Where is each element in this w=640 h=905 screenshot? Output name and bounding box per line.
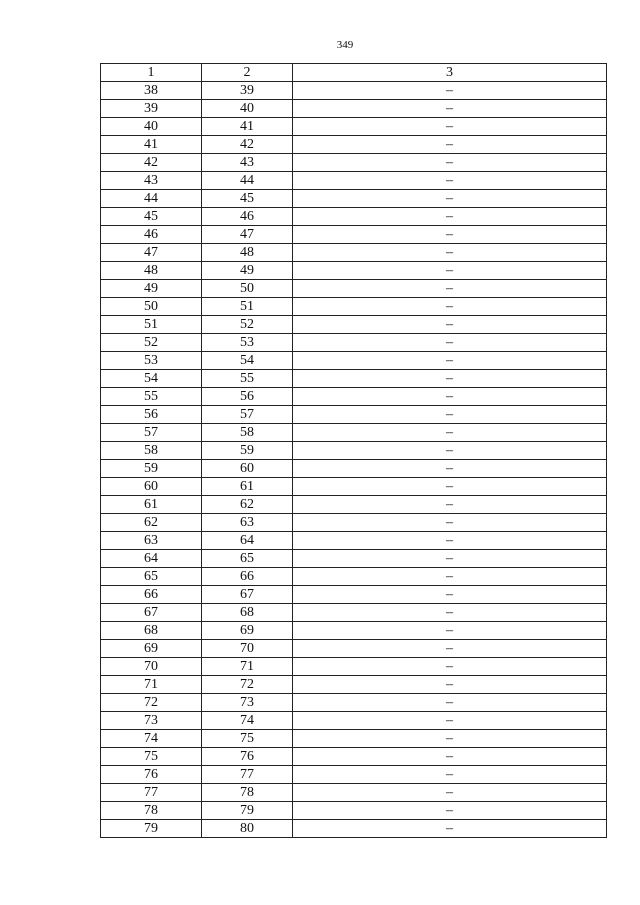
table-cell: 65 bbox=[101, 568, 202, 586]
table-row bbox=[101, 406, 607, 424]
table-row bbox=[101, 100, 607, 118]
table-cell: 56 bbox=[202, 388, 293, 406]
table-cell: – bbox=[293, 442, 607, 460]
table-cell: 64 bbox=[101, 550, 202, 568]
table-row bbox=[101, 622, 607, 640]
table-row bbox=[101, 82, 607, 100]
table-cell: – bbox=[293, 532, 607, 550]
table-cell: 62 bbox=[202, 496, 293, 514]
table-row bbox=[101, 712, 607, 730]
table-cell: 80 bbox=[202, 820, 293, 838]
table-cell: 46 bbox=[101, 226, 202, 244]
table-cell: 63 bbox=[202, 514, 293, 532]
table-cell: – bbox=[293, 712, 607, 730]
table-cell: 75 bbox=[202, 730, 293, 748]
table-row bbox=[101, 640, 607, 658]
column-header: 2 bbox=[202, 64, 293, 82]
table-row bbox=[101, 208, 607, 226]
table-cell: 59 bbox=[101, 460, 202, 478]
table-cell: 68 bbox=[202, 604, 293, 622]
table-cell: 52 bbox=[202, 316, 293, 334]
table-cell: 70 bbox=[202, 640, 293, 658]
table-cell: 46 bbox=[202, 208, 293, 226]
table-cell: 51 bbox=[101, 316, 202, 334]
table-cell: 61 bbox=[101, 496, 202, 514]
table-row bbox=[101, 604, 607, 622]
table-row bbox=[101, 136, 607, 154]
table-row bbox=[101, 496, 607, 514]
column-header: 3 bbox=[293, 64, 607, 82]
table-cell: – bbox=[293, 622, 607, 640]
table-cell: 57 bbox=[202, 406, 293, 424]
table-cell: 69 bbox=[202, 622, 293, 640]
table-cell: 47 bbox=[202, 226, 293, 244]
table-cell: 79 bbox=[101, 820, 202, 838]
table-row bbox=[101, 730, 607, 748]
table-cell: – bbox=[293, 388, 607, 406]
table-cell: 39 bbox=[202, 82, 293, 100]
table-cell: – bbox=[293, 370, 607, 388]
data-table bbox=[100, 63, 607, 838]
table-cell: – bbox=[293, 694, 607, 712]
table-cell: – bbox=[293, 82, 607, 100]
table-row bbox=[101, 352, 607, 370]
table-cell: 48 bbox=[101, 262, 202, 280]
table-cell: – bbox=[293, 766, 607, 784]
table-cell: 76 bbox=[101, 766, 202, 784]
table-cell: 72 bbox=[101, 694, 202, 712]
table-cell: – bbox=[293, 496, 607, 514]
table-row bbox=[101, 784, 607, 802]
table-cell: 61 bbox=[202, 478, 293, 496]
table-cell: 77 bbox=[101, 784, 202, 802]
table-cell: 66 bbox=[101, 586, 202, 604]
table-cell: 58 bbox=[101, 442, 202, 460]
table-cell: 55 bbox=[101, 388, 202, 406]
table-row bbox=[101, 586, 607, 604]
table-cell: 67 bbox=[202, 586, 293, 604]
table-cell: 44 bbox=[202, 172, 293, 190]
table-row bbox=[101, 262, 607, 280]
table-cell: – bbox=[293, 262, 607, 280]
table-cell: 74 bbox=[101, 730, 202, 748]
table-cell: – bbox=[293, 820, 607, 838]
table-cell: – bbox=[293, 190, 607, 208]
table-cell: – bbox=[293, 640, 607, 658]
table-cell: – bbox=[293, 460, 607, 478]
table-row bbox=[101, 514, 607, 532]
table-cell: 58 bbox=[202, 424, 293, 442]
table-cell: 43 bbox=[202, 154, 293, 172]
table-row bbox=[101, 694, 607, 712]
table-cell: 53 bbox=[202, 334, 293, 352]
table-cell: 40 bbox=[202, 100, 293, 118]
table-cell: 48 bbox=[202, 244, 293, 262]
table-row bbox=[101, 442, 607, 460]
table-cell: 57 bbox=[101, 424, 202, 442]
table-header-row bbox=[101, 64, 607, 82]
table-cell: 68 bbox=[101, 622, 202, 640]
table-row bbox=[101, 532, 607, 550]
table-cell: – bbox=[293, 802, 607, 820]
table-row bbox=[101, 118, 607, 136]
table-cell: 73 bbox=[202, 694, 293, 712]
table-cell: 70 bbox=[101, 658, 202, 676]
table-cell: – bbox=[293, 172, 607, 190]
table-row bbox=[101, 172, 607, 190]
table-cell: 72 bbox=[202, 676, 293, 694]
table-cell: – bbox=[293, 118, 607, 136]
table-cell: 60 bbox=[101, 478, 202, 496]
table-cell: 50 bbox=[202, 280, 293, 298]
table-cell: 40 bbox=[101, 118, 202, 136]
table-row bbox=[101, 676, 607, 694]
table-row bbox=[101, 820, 607, 838]
table-row bbox=[101, 568, 607, 586]
table-row bbox=[101, 280, 607, 298]
table-cell: 45 bbox=[101, 208, 202, 226]
table-cell: 71 bbox=[101, 676, 202, 694]
table-row bbox=[101, 244, 607, 262]
table-cell: 65 bbox=[202, 550, 293, 568]
table-cell: 43 bbox=[101, 172, 202, 190]
table-cell: 60 bbox=[202, 460, 293, 478]
table-cell: – bbox=[293, 748, 607, 766]
table-cell: 66 bbox=[202, 568, 293, 586]
table-cell: 64 bbox=[202, 532, 293, 550]
table-cell: – bbox=[293, 352, 607, 370]
table-cell: 54 bbox=[101, 370, 202, 388]
table-cell: 45 bbox=[202, 190, 293, 208]
table-cell: 77 bbox=[202, 766, 293, 784]
table-cell: 54 bbox=[202, 352, 293, 370]
table-cell: – bbox=[293, 316, 607, 334]
table-row bbox=[101, 370, 607, 388]
table-cell: 78 bbox=[202, 784, 293, 802]
column-header: 1 bbox=[101, 64, 202, 82]
table-cell: 55 bbox=[202, 370, 293, 388]
table-cell: 63 bbox=[101, 532, 202, 550]
table-cell: – bbox=[293, 100, 607, 118]
table-row bbox=[101, 802, 607, 820]
table-cell: – bbox=[293, 298, 607, 316]
table-row bbox=[101, 226, 607, 244]
table-cell: 51 bbox=[202, 298, 293, 316]
table-cell: – bbox=[293, 478, 607, 496]
table-cell: – bbox=[293, 334, 607, 352]
table-row bbox=[101, 334, 607, 352]
table-cell: 53 bbox=[101, 352, 202, 370]
table-row bbox=[101, 316, 607, 334]
table-cell: 67 bbox=[101, 604, 202, 622]
table-cell: 38 bbox=[101, 82, 202, 100]
table-cell: – bbox=[293, 514, 607, 532]
table-cell: 79 bbox=[202, 802, 293, 820]
table-body bbox=[101, 82, 607, 838]
table-cell: 49 bbox=[101, 280, 202, 298]
table-cell: 75 bbox=[101, 748, 202, 766]
table-cell: 42 bbox=[202, 136, 293, 154]
table-cell: 49 bbox=[202, 262, 293, 280]
table-cell: 78 bbox=[101, 802, 202, 820]
table-cell: – bbox=[293, 586, 607, 604]
table-cell: 39 bbox=[101, 100, 202, 118]
table-cell: – bbox=[293, 244, 607, 262]
table-cell: – bbox=[293, 784, 607, 802]
table-cell: – bbox=[293, 676, 607, 694]
table-cell: – bbox=[293, 280, 607, 298]
table-cell: 69 bbox=[101, 640, 202, 658]
table-cell: – bbox=[293, 730, 607, 748]
page-number: 349 bbox=[336, 39, 354, 51]
table-cell: 74 bbox=[202, 712, 293, 730]
table-cell: 41 bbox=[101, 136, 202, 154]
table-row bbox=[101, 298, 607, 316]
table-cell: – bbox=[293, 424, 607, 442]
table-cell: – bbox=[293, 136, 607, 154]
table-cell: 59 bbox=[202, 442, 293, 460]
table-cell: – bbox=[293, 226, 607, 244]
table-cell: 73 bbox=[101, 712, 202, 730]
table-cell: 50 bbox=[101, 298, 202, 316]
table-cell: 41 bbox=[202, 118, 293, 136]
table-row bbox=[101, 766, 607, 784]
table-cell: – bbox=[293, 604, 607, 622]
table-cell: 56 bbox=[101, 406, 202, 424]
table-row bbox=[101, 154, 607, 172]
table-cell: 62 bbox=[101, 514, 202, 532]
table-cell: 47 bbox=[101, 244, 202, 262]
table-row bbox=[101, 658, 607, 676]
table-cell: – bbox=[293, 550, 607, 568]
table-header bbox=[101, 64, 607, 82]
table-row bbox=[101, 460, 607, 478]
table-cell: 52 bbox=[101, 334, 202, 352]
table-row bbox=[101, 424, 607, 442]
table-row bbox=[101, 388, 607, 406]
table-cell: 76 bbox=[202, 748, 293, 766]
table-row bbox=[101, 478, 607, 496]
table-row bbox=[101, 748, 607, 766]
table-cell: 71 bbox=[202, 658, 293, 676]
table-cell: 42 bbox=[101, 154, 202, 172]
table-cell: – bbox=[293, 208, 607, 226]
table-cell: – bbox=[293, 568, 607, 586]
table-row bbox=[101, 190, 607, 208]
table-cell: – bbox=[293, 658, 607, 676]
table-row bbox=[101, 550, 607, 568]
table-cell: – bbox=[293, 154, 607, 172]
table-cell: 44 bbox=[101, 190, 202, 208]
table-cell: – bbox=[293, 406, 607, 424]
